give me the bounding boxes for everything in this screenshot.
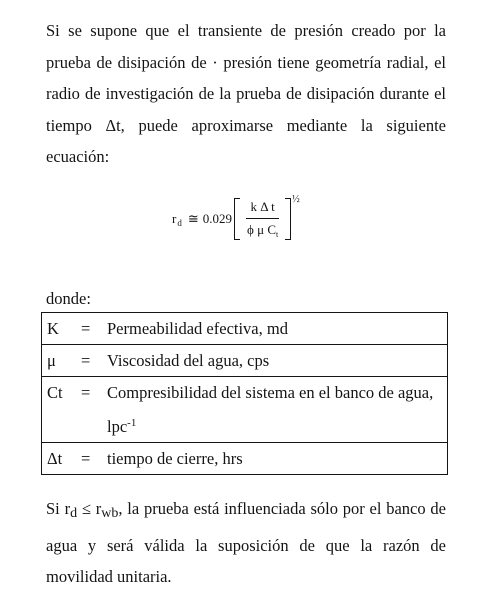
symbol-cell: μ [42, 345, 80, 377]
description-cell [107, 377, 448, 443]
equals-cell: = [79, 345, 107, 377]
symbol-cell: Δt [42, 443, 80, 475]
table-row [42, 313, 448, 345]
symbol-cell: Ct [42, 377, 80, 443]
equation-bracket [234, 198, 291, 240]
description-cell: Viscosidad del agua, cps [107, 345, 448, 377]
table-row [42, 345, 448, 377]
equation-relation: ≅ [187, 211, 199, 226]
equation-denominator: ϕ μ $C_t$ [247, 222, 279, 239]
rd-symbol: $r_d$ [64, 499, 78, 521]
unit-superscript: -1 [127, 417, 137, 429]
intro-paragraph: Si se supone que el transiente de presión creado por la prueba de disipación de · presión tiene geometría radial, el radio de investigación de la prueba de disipación durante el tiempo Δt, puede aproximarse mediante la siguiente ecuación: [46, 21, 446, 166]
equation-denominator-subscript: t [275, 230, 279, 239]
table-row [42, 443, 448, 475]
description-cell: Permeabilidad efectiva, md [107, 313, 448, 345]
equation-fraction [240, 198, 285, 240]
rwb-symbol: $r_{wb}$ [95, 499, 119, 521]
equals-cell: = [79, 443, 107, 475]
radius-equation [172, 194, 300, 240]
equation-numerator: k Δ t [246, 198, 278, 219]
donde-label: donde: [46, 289, 91, 308]
equals-cell: = [79, 313, 107, 345]
equation-lhs-subscript: d [177, 217, 182, 228]
description-cell: tiempo de cierre, hrs [107, 443, 448, 475]
equation-exponent: ½ [292, 194, 300, 205]
equation-coefficient: 0.029 [202, 211, 232, 226]
table-row [42, 377, 448, 443]
equals-cell: = [79, 377, 107, 443]
definitions-table [41, 312, 448, 475]
equation-lhs: $r_d$ [172, 210, 182, 228]
description-text: Compresibilidad del sistema en el banco de agua, lpc [107, 383, 434, 436]
right-bracket [285, 198, 291, 240]
symbol-cell: K [42, 313, 80, 345]
conclusion-paragraph: Si $r_d \le r_{wb}$, la prueba está influenciada sólo por el banco de agua y será válida la suposición de que la razón de movilidad unitaria. [46, 499, 447, 586]
